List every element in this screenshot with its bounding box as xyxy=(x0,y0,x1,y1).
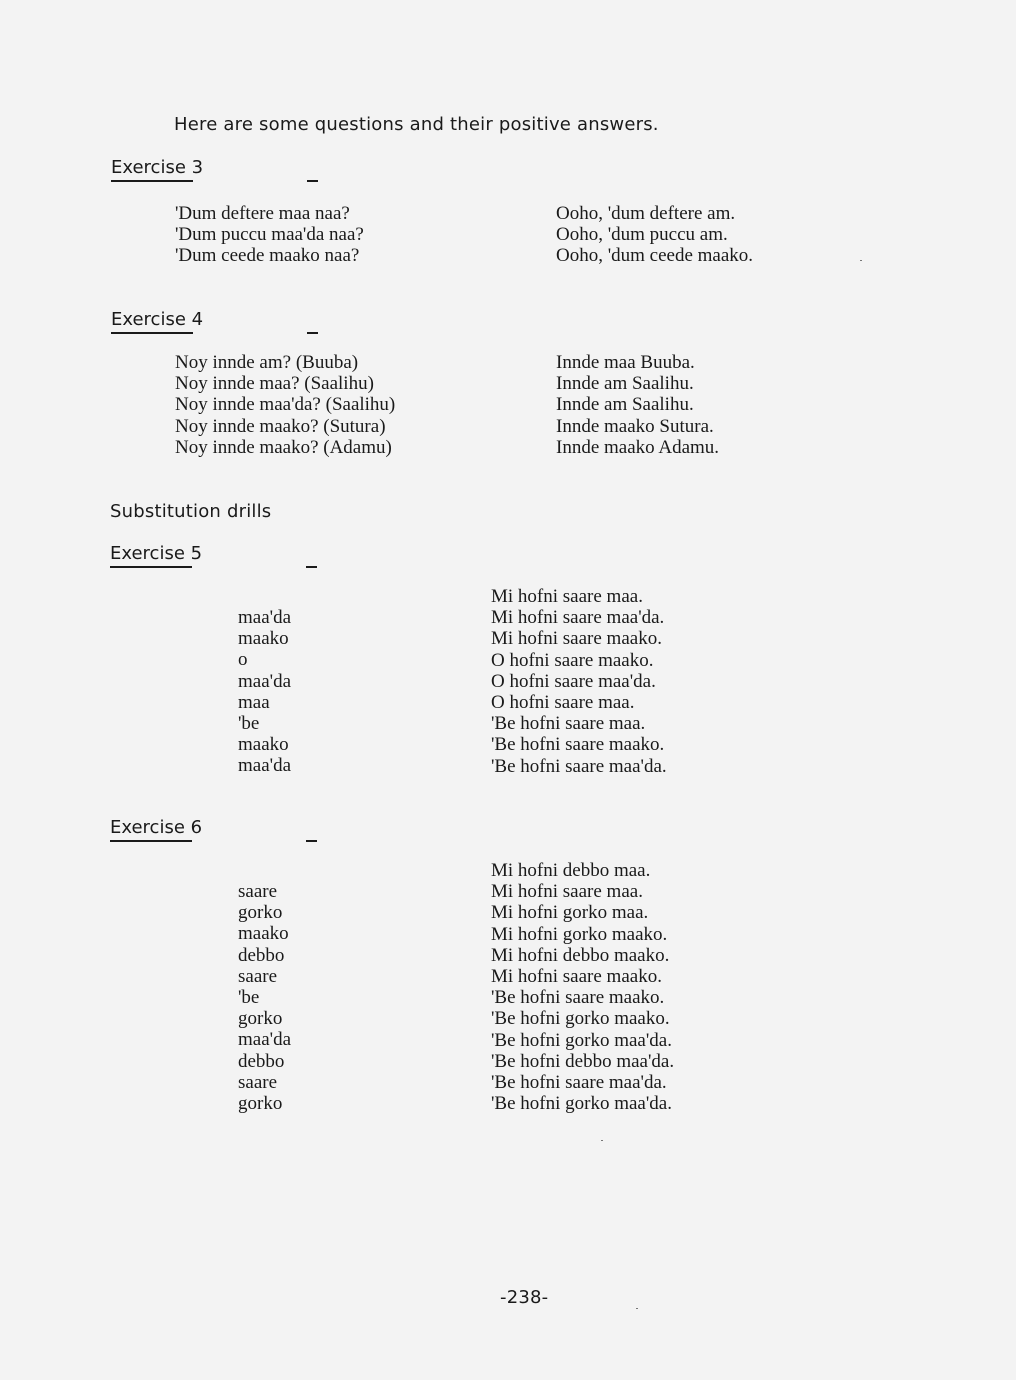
list-item: debbo xyxy=(238,1050,285,1072)
list-item: 'Be hofni saare maa. xyxy=(491,713,646,735)
list-item: maako xyxy=(238,923,289,945)
list-item: Ooho, 'dum puccu am. xyxy=(556,224,728,246)
exercise-3-underline xyxy=(111,180,193,182)
list-item: gorko xyxy=(238,902,283,924)
exercise-4-underline xyxy=(111,332,193,334)
substitution-drills-heading: Substitution drills xyxy=(110,501,272,522)
list-item: 'Be hofni gorko maako. xyxy=(491,1008,670,1030)
exercise-6-responses xyxy=(491,860,674,1114)
exercise-3-number-underline xyxy=(307,180,318,182)
exercise-6-heading xyxy=(110,817,202,838)
list-item: saare xyxy=(238,965,278,987)
exercise-4-heading xyxy=(111,309,203,330)
list-item: 'Be hofni gorko maa'da. xyxy=(491,1093,672,1115)
exercise-5-underline xyxy=(110,566,192,568)
exercise-6-cues xyxy=(238,881,291,1114)
list-item: Noy innde maako? (Adamu) xyxy=(175,436,392,458)
list-item: Ooho, 'dum deftere am. xyxy=(556,203,736,224)
list-item: 'Be hofni saare maa'da. xyxy=(491,1071,667,1093)
exercise-6-heading-label: Exercise 6 xyxy=(110,817,203,838)
list-item: O hofni saare maa. xyxy=(491,691,635,713)
list-item: Innde maa Buuba. xyxy=(556,352,695,373)
exercise-4-number-underline xyxy=(307,332,318,334)
list-item: 'Be hofni saare maako. xyxy=(491,987,665,1009)
list-item: gorko xyxy=(238,1008,283,1030)
list-item: Innde maako Adamu. xyxy=(556,436,720,458)
exercise-4-answers xyxy=(556,352,719,458)
list-item: saare xyxy=(238,1071,278,1093)
list-item: maa'da xyxy=(238,670,292,692)
intro-text: Here are some questions and their positive answers. xyxy=(174,114,659,135)
exercise-5-number-underline xyxy=(306,566,317,568)
scan-speck xyxy=(636,1308,638,1309)
exercise-3-questions xyxy=(175,203,364,267)
list-item: maa'da xyxy=(238,607,292,628)
list-item: debbo xyxy=(238,944,285,966)
exercise-5-responses xyxy=(491,586,667,777)
list-item: Mi hofni gorko maa. xyxy=(491,902,649,924)
list-item: 'Be hofni saare maa'da. xyxy=(491,755,667,777)
list-item: 'Dum deftere maa naa? xyxy=(175,203,350,224)
list-item: Ooho, 'dum ceede maako. xyxy=(556,245,754,267)
list-item: Noy innde maa? (Saalihu) xyxy=(175,373,374,395)
list-item: maa xyxy=(238,691,270,713)
scan-speck xyxy=(860,260,862,261)
list-item: 'Be hofni saare maako. xyxy=(491,734,665,756)
list-item: 'be xyxy=(238,986,260,1008)
list-item: maa'da xyxy=(238,1029,292,1051)
list-item: o xyxy=(238,649,248,671)
list-item: 'Be hofni gorko maa'da. xyxy=(491,1029,672,1051)
exercise-5-cues xyxy=(238,607,291,777)
list-item: Mi hofni saare maa. xyxy=(491,586,643,607)
list-item: 'Be hofni debbo maa'da. xyxy=(491,1050,675,1072)
list-item: Mi hofni saare maa. xyxy=(491,881,643,903)
list-item: Innde maako Sutura. xyxy=(556,415,714,437)
list-item: Innde am Saalihu. xyxy=(556,373,694,395)
page-number: -238- xyxy=(500,1287,549,1308)
list-item: Noy innde maa'da? (Saalihu) xyxy=(175,394,396,416)
list-item: O hofni saare maa'da. xyxy=(491,670,656,692)
list-item: Mi hofni debbo maa. xyxy=(491,860,651,881)
list-item: 'Dum puccu maa'da naa? xyxy=(175,224,364,246)
scan-speck xyxy=(601,1140,603,1141)
list-item: O hofni saare maako. xyxy=(491,649,654,671)
list-item: saare xyxy=(238,881,278,902)
exercise-5-heading xyxy=(110,543,202,564)
exercise-6-number-underline xyxy=(306,840,317,842)
list-item: 'be xyxy=(238,712,260,734)
exercise-3-answers xyxy=(556,203,753,267)
exercise-4-questions xyxy=(175,352,395,458)
list-item: Mi hofni saare maako. xyxy=(491,965,662,987)
list-item: Noy innde maako? (Sutura) xyxy=(175,415,386,437)
list-item: Mi hofni saare maako. xyxy=(491,628,662,650)
exercise-6-underline xyxy=(110,840,192,842)
list-item: Mi hofni gorko maako. xyxy=(491,923,668,945)
exercise-3-heading-label: Exercise 3 xyxy=(111,157,204,178)
list-item: Noy innde am? (Buuba) xyxy=(175,352,359,373)
list-item: 'Dum ceede maako naa? xyxy=(175,245,360,267)
list-item: Mi hofni debbo maako. xyxy=(491,944,670,966)
list-item: maako xyxy=(238,628,289,650)
exercise-4-heading-label: Exercise 4 xyxy=(111,309,204,330)
list-item: gorko xyxy=(238,1092,283,1114)
list-item: maa'da xyxy=(238,755,292,777)
list-item: maako xyxy=(238,734,289,756)
exercise-3-heading xyxy=(111,157,203,178)
list-item: Innde am Saalihu. xyxy=(556,394,694,416)
exercise-5-heading-label: Exercise 5 xyxy=(110,543,203,564)
list-item: Mi hofni saare maa'da. xyxy=(491,607,665,629)
